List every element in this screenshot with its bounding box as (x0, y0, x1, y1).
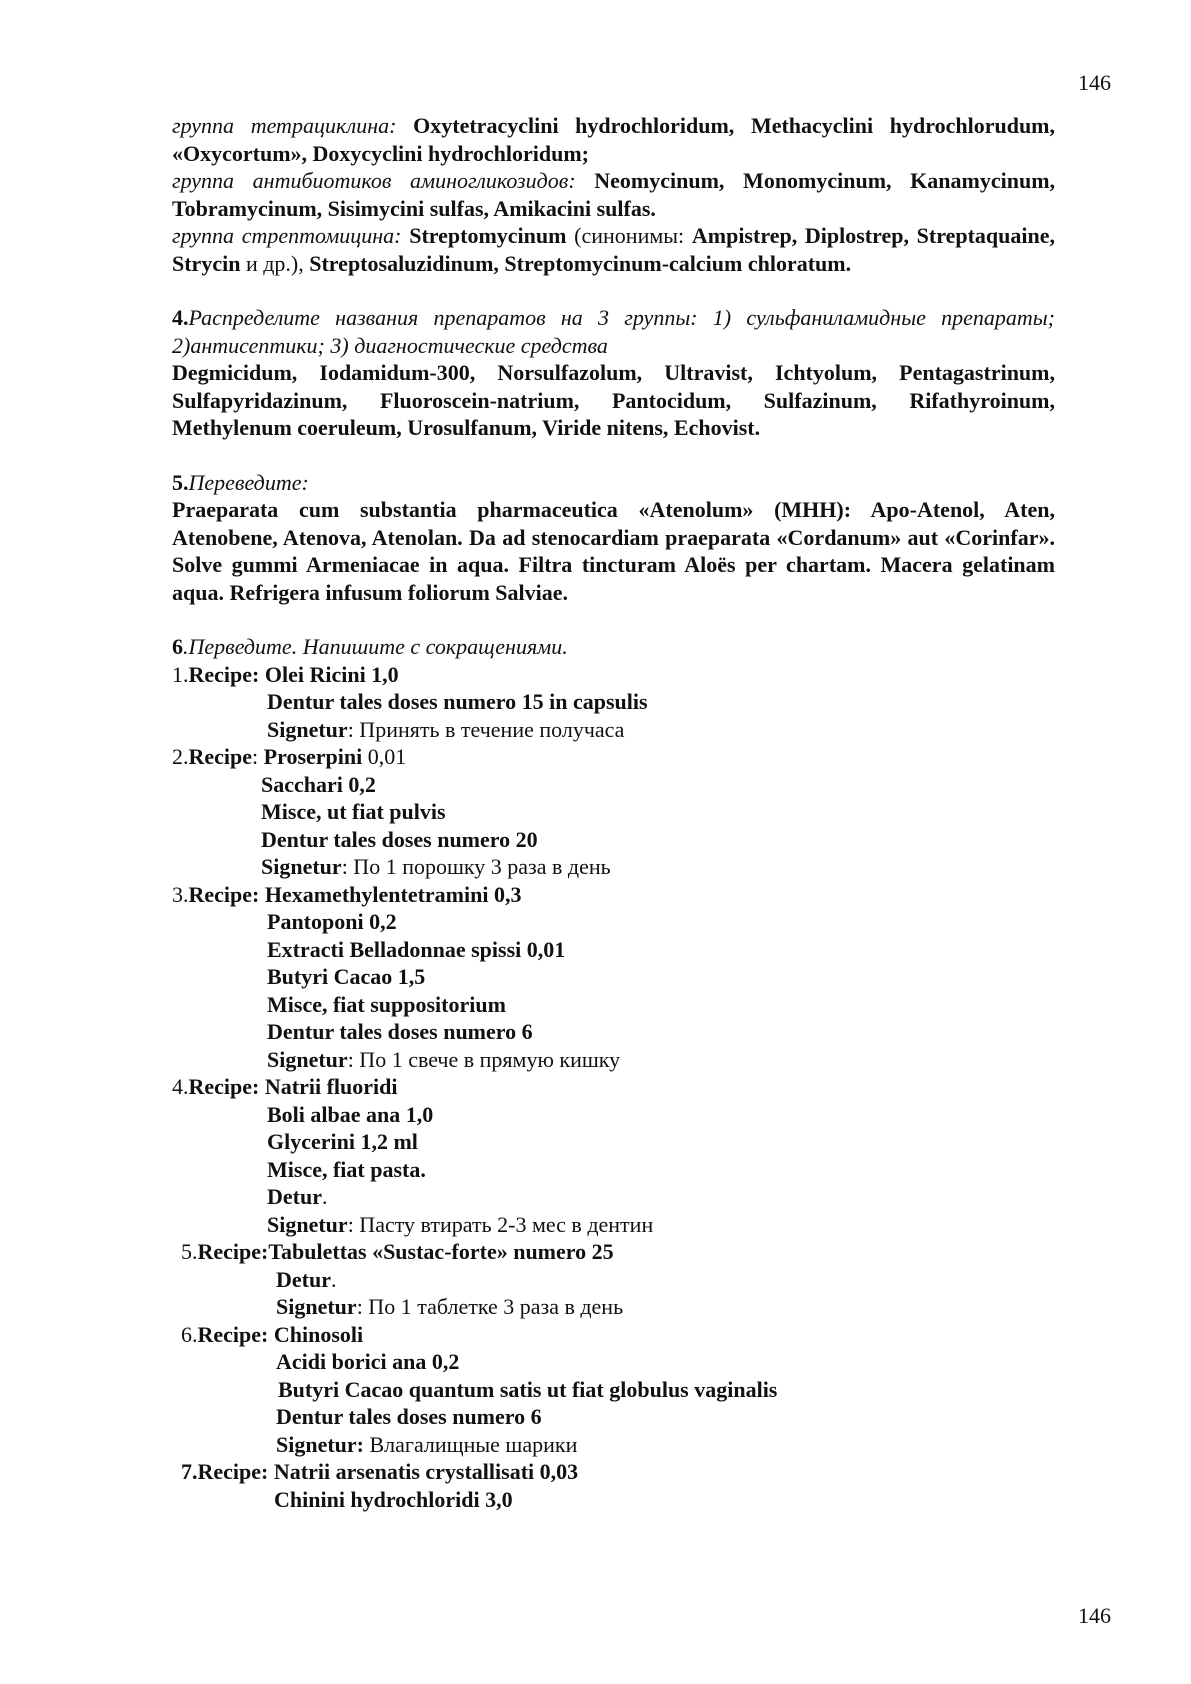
recipe-line (172, 1458, 1055, 1486)
recipe-number: 7. (181, 1459, 198, 1484)
recipe-7 (172, 1458, 1055, 1513)
recipe-instruction: Misce, fiat pasta. (267, 1156, 426, 1182)
recipe-signa (172, 1293, 1055, 1321)
detur-keyword: Detur (267, 1184, 322, 1209)
recipe-number: 3. (172, 881, 189, 907)
task-5-instruction (172, 469, 1055, 497)
group-drugs: Neomycinum, Monomycinum, Kanamycinum, Tobramycinum, Sisimycini sulfas, Amikacini sulfas. (172, 168, 1056, 221)
recipe-number: 4. (172, 1074, 189, 1099)
page-number-bottom: 146 (1078, 1603, 1111, 1628)
recipe-instruction: Misce, ut fiat pulvis (261, 799, 446, 824)
recipe-line (172, 661, 1055, 689)
recipe-3 (172, 881, 1055, 1074)
task-4-items (172, 359, 1055, 442)
recipe-line (172, 1266, 1055, 1294)
recipe-instruction: Dentur tales doses numero 20 (261, 826, 538, 852)
recipe-keyword: Recipe (188, 744, 253, 769)
group-label: группа антибиотиков аминогликозидов: (172, 168, 576, 193)
recipe-line (172, 1486, 1055, 1514)
recipe-line (172, 798, 1055, 826)
task-4 (172, 304, 1055, 442)
recipe-keyword: Recipe: (197, 1459, 269, 1484)
group-drugs: Streptosaluzidinum, Streptomycinum-calcium chloratum. (309, 250, 852, 276)
recipe-keyword: Recipe: (197, 1239, 269, 1264)
recipe-number: 2. (172, 744, 189, 769)
recipe-line (172, 908, 1055, 936)
group-streptomycin (172, 222, 1055, 277)
recipe-line (172, 1156, 1055, 1184)
recipe-signa (172, 716, 1055, 744)
recipe-line (172, 771, 1055, 799)
recipe-keyword: Recipe: (188, 661, 260, 687)
recipe-number: 1. (172, 661, 189, 687)
group-tetracycline (172, 112, 1055, 167)
task-6-instruction (172, 633, 1055, 661)
signetur-keyword: Signetur (267, 1211, 348, 1237)
signetur-keyword: Signetur (267, 1046, 348, 1072)
recipe-4 (172, 1073, 1055, 1238)
recipe-signa (172, 1046, 1055, 1074)
recipe-line (172, 1128, 1055, 1156)
recipe-ingredient: Tabulettas «Sustac-forte» numero 25 (268, 1239, 614, 1264)
recipe-dose: 0,01 (362, 744, 407, 769)
recipe-ingredient: Boli albae ana 1,0 (267, 1101, 434, 1127)
recipe-line (172, 1018, 1055, 1046)
task-instruction: Распределите названия препаратов на 3 группы: 1) сульфаниламидные препараты; 2)антисептики; 3) диагностические средства (172, 305, 1055, 358)
group-label: группа стрептомицина: (172, 223, 402, 248)
recipe-line (172, 1101, 1055, 1129)
recipe-line (172, 826, 1055, 854)
recipe-keyword: Recipe: (188, 881, 260, 907)
page-content (172, 112, 1055, 1513)
recipe-ingredient: Chinini hydrochloridi 3,0 (274, 1486, 513, 1512)
recipe-ingredient: Sacchari 0,2 (261, 771, 376, 797)
recipe-ingredient: Natrii arsenatis crystallisati 0,03 (273, 1459, 579, 1484)
drug-list: Degmicidum, Iodamidum-300, Norsulfazolum, Ultravist, Ichtyolum, Pentagastrinum, Sulfapyridazinum, Fluoroscein-natrium, Pantocidum, Sulfazinum, Rifathyroinum, Methylenum coeruleum, Urosulfanum, Viride nitens, Echovist. (172, 360, 1055, 440)
signetur-keyword: Signetur (261, 854, 342, 879)
recipe-ingredient: Hexamethylentetramini 0,3 (264, 881, 522, 907)
recipe-ingredient: Pantoponi 0,2 (267, 909, 397, 934)
section-3-groups (172, 112, 1055, 277)
recipe-line (172, 1073, 1055, 1101)
group-drugs: Oxytetracyclini hydrochloridum, Methacyclini hydrochlorudum, «Oxycortum», Doxycyclini hydrochloridum; (172, 113, 1056, 166)
signetur-text: : Пасту втирать 2-3 мес в дентин (347, 1211, 654, 1237)
recipe-instruction: Dentur tales doses numero 15 in capsulis (267, 689, 648, 714)
recipe-ingredient: Chinosoli (273, 1321, 364, 1347)
signetur-text: Влагалищные шарики (364, 1431, 578, 1457)
signetur-text: : По 1 таблетке 3 раза в день (356, 1294, 624, 1319)
task-number: 5. (172, 469, 189, 495)
recipe-ingredient: Glycerini 1,2 ml (267, 1129, 418, 1154)
signetur-text: : Принять в течение получаса (347, 716, 625, 742)
recipe-instruction: Dentur tales doses numero 6 (267, 1019, 533, 1044)
task-instruction: Переведите: (188, 469, 309, 495)
recipe-ingredient: Olei Ricini 1,0 (264, 661, 399, 687)
recipe-line (172, 1403, 1055, 1431)
recipe-line (172, 1321, 1055, 1349)
recipe-line (172, 1348, 1055, 1376)
recipe-line (172, 1376, 1055, 1404)
recipe-instruction: Misce, fiat suppositorium (267, 991, 506, 1017)
detur-keyword: Detur (276, 1266, 331, 1292)
group-drugs: Streptomycinum (409, 223, 567, 248)
signetur-text: : По 1 порошку 3 раза в день (341, 854, 611, 879)
recipe-keyword: Recipe: (197, 1321, 269, 1347)
recipe-signa (172, 1211, 1055, 1239)
task-number: 4. (172, 305, 189, 330)
task-5-text (172, 496, 1055, 606)
synonyms: Ampistrep, Diplostrep, Streptaquaine, Strycin (172, 223, 1056, 276)
recipe-line (172, 936, 1055, 964)
recipe-ingredient: Extracti Belladonnae spissi 0,01 (267, 936, 566, 962)
recipe-ingredient: Butyri Cacao quantum satis ut fiat globulus vaginalis (278, 1376, 778, 1402)
task-4-instruction (172, 304, 1055, 359)
recipe-instruction: Dentur tales doses numero 6 (276, 1404, 542, 1429)
recipe-signa (172, 853, 1055, 881)
task-5 (172, 469, 1055, 607)
latin-text: Praeparata cum substantia pharmaceutica «Atenolum» (МНН): Apo-Atenol, Aten, Atenobene, Atenova, Atenolan. Da ad stenocardiam praeparata «Cordanum» aut «Corinfar». Solve gummi Armeniacae in aqua. Filtra tincturam Aloës per chartam. Macera gelatinam aqua. Refrigera infusum foliorum Salviae. (172, 497, 1055, 605)
recipe-line (172, 963, 1055, 991)
task-instruction: .Перведите. Напишите с сокращениями. (183, 634, 568, 659)
recipe-ingredient: Natrii fluoridi (264, 1074, 398, 1099)
recipe-line (172, 1183, 1055, 1211)
recipe-ingredient: Proserpini (263, 744, 363, 769)
recipe-ingredient: Butyri Cacao 1,5 (267, 964, 426, 989)
etc-note: и др.), (245, 250, 304, 276)
recipe-ingredient: Acidi borici ana 0,2 (276, 1349, 460, 1374)
page-number-top: 146 (1078, 70, 1111, 95)
recipe-line (172, 743, 1055, 771)
task-number: 6 (172, 634, 183, 659)
recipe-number: 5. (181, 1239, 198, 1264)
signetur-keyword: Signetur (276, 1294, 357, 1319)
recipe-line (172, 991, 1055, 1019)
recipe-signa (172, 1431, 1055, 1459)
recipe-6 (172, 1321, 1055, 1459)
recipe-line (172, 688, 1055, 716)
recipe-keyword: Recipe: (188, 1074, 260, 1099)
period: . (321, 1184, 328, 1209)
signetur-keyword: Signetur (267, 716, 348, 742)
signetur-keyword: Signetur: (276, 1431, 364, 1457)
group-label: группа тетрациклина: (172, 113, 397, 138)
recipe-number: 6. (181, 1321, 198, 1347)
group-aminoglycosides (172, 167, 1055, 222)
colon: : (252, 744, 259, 769)
recipe-line (172, 881, 1055, 909)
recipe-5 (172, 1238, 1055, 1321)
task-6 (172, 633, 1055, 1513)
synonyms-note: (синонимы: (574, 223, 685, 248)
period: . (330, 1266, 337, 1292)
recipe-line (172, 1238, 1055, 1266)
signetur-text: : По 1 свече в прямую кишку (347, 1046, 621, 1072)
recipe-1 (172, 661, 1055, 744)
recipe-2 (172, 743, 1055, 881)
